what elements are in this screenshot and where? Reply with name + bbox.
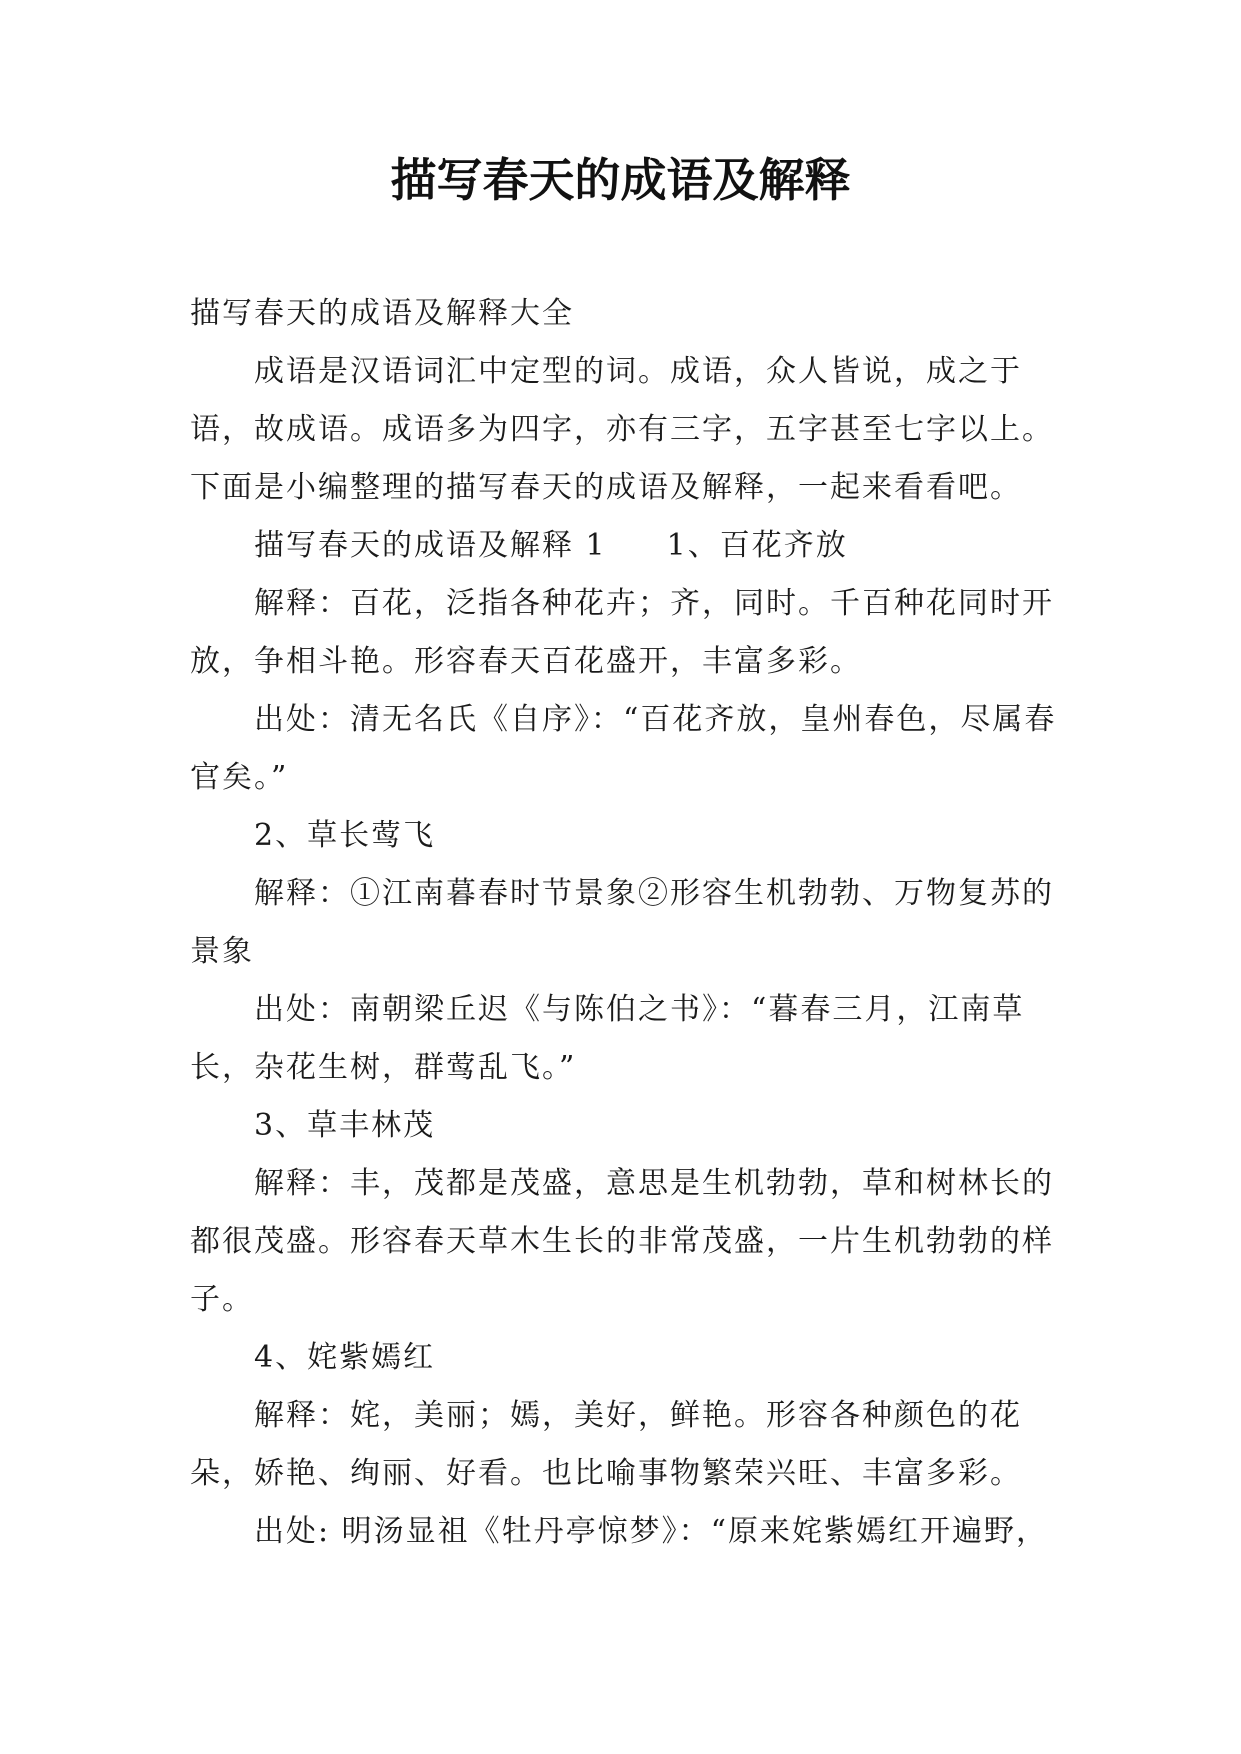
section-heading: 描写春天的成语及解释 1 [254,528,607,563]
idiom-source: 出处：南朝梁丘迟《与陈伯之书》：“暮春三月，江南草长，杂花生树，群莺乱飞。” [190,992,1025,1085]
idiom-heading: 4、姹紫嫣红 [254,1340,436,1375]
idiom-explanation: 解释：姹，美丽；嫣，美好，鲜艳。形容各种颜色的花朵，娇艳、绚丽、好看。也比喻事物繁荣兴旺、丰富多彩。 [190,1398,1022,1491]
idiom-explanation: 解释：①江南暮春时节景象②形容生机勃勃、万物复苏的景象 [190,876,1054,969]
document-body [190,285,1060,1561]
idiom-heading: 1、百花齐放 [666,528,848,563]
idiom-explanation: 解释：百花，泛指各种花卉；齐，同时。千百种花同时开放，争相斗艳。形容春天百花盛开，丰富多彩。 [190,586,1054,679]
document-title: 描写春天的成语及解释 [390,153,851,207]
idiom-heading: 3、草丰林茂 [254,1108,436,1143]
intro-paragraph: 成语是汉语词汇中定型的词。成语，众人皆说，成之于语，故成语。成语多为四字，亦有三字，五字甚至七字以上。下面是小编整理的描写春天的成语及解释，一起来看看吧。 [190,354,1054,505]
subtitle: 描写春天的成语及解释大全 [190,296,574,331]
idiom-explanation: 解释：丰，茂都是茂盛，意思是生机勃勃，草和树林长的都很茂盛。形容春天草木生长的非常茂盛，一片生机勃勃的样子。 [190,1166,1054,1317]
idiom-source: 出处: 明汤显祖《牡丹亭惊梦》：“原来姹紫嫣红开遍野， [254,1514,1048,1549]
idiom-heading: 2、草长莺飞 [254,818,436,853]
section-heading-line [190,517,1060,575]
idiom-source: 出处：清无名氏《自序》：“百花齐放，皇州春色，尽属春官矣。” [190,702,1057,795]
